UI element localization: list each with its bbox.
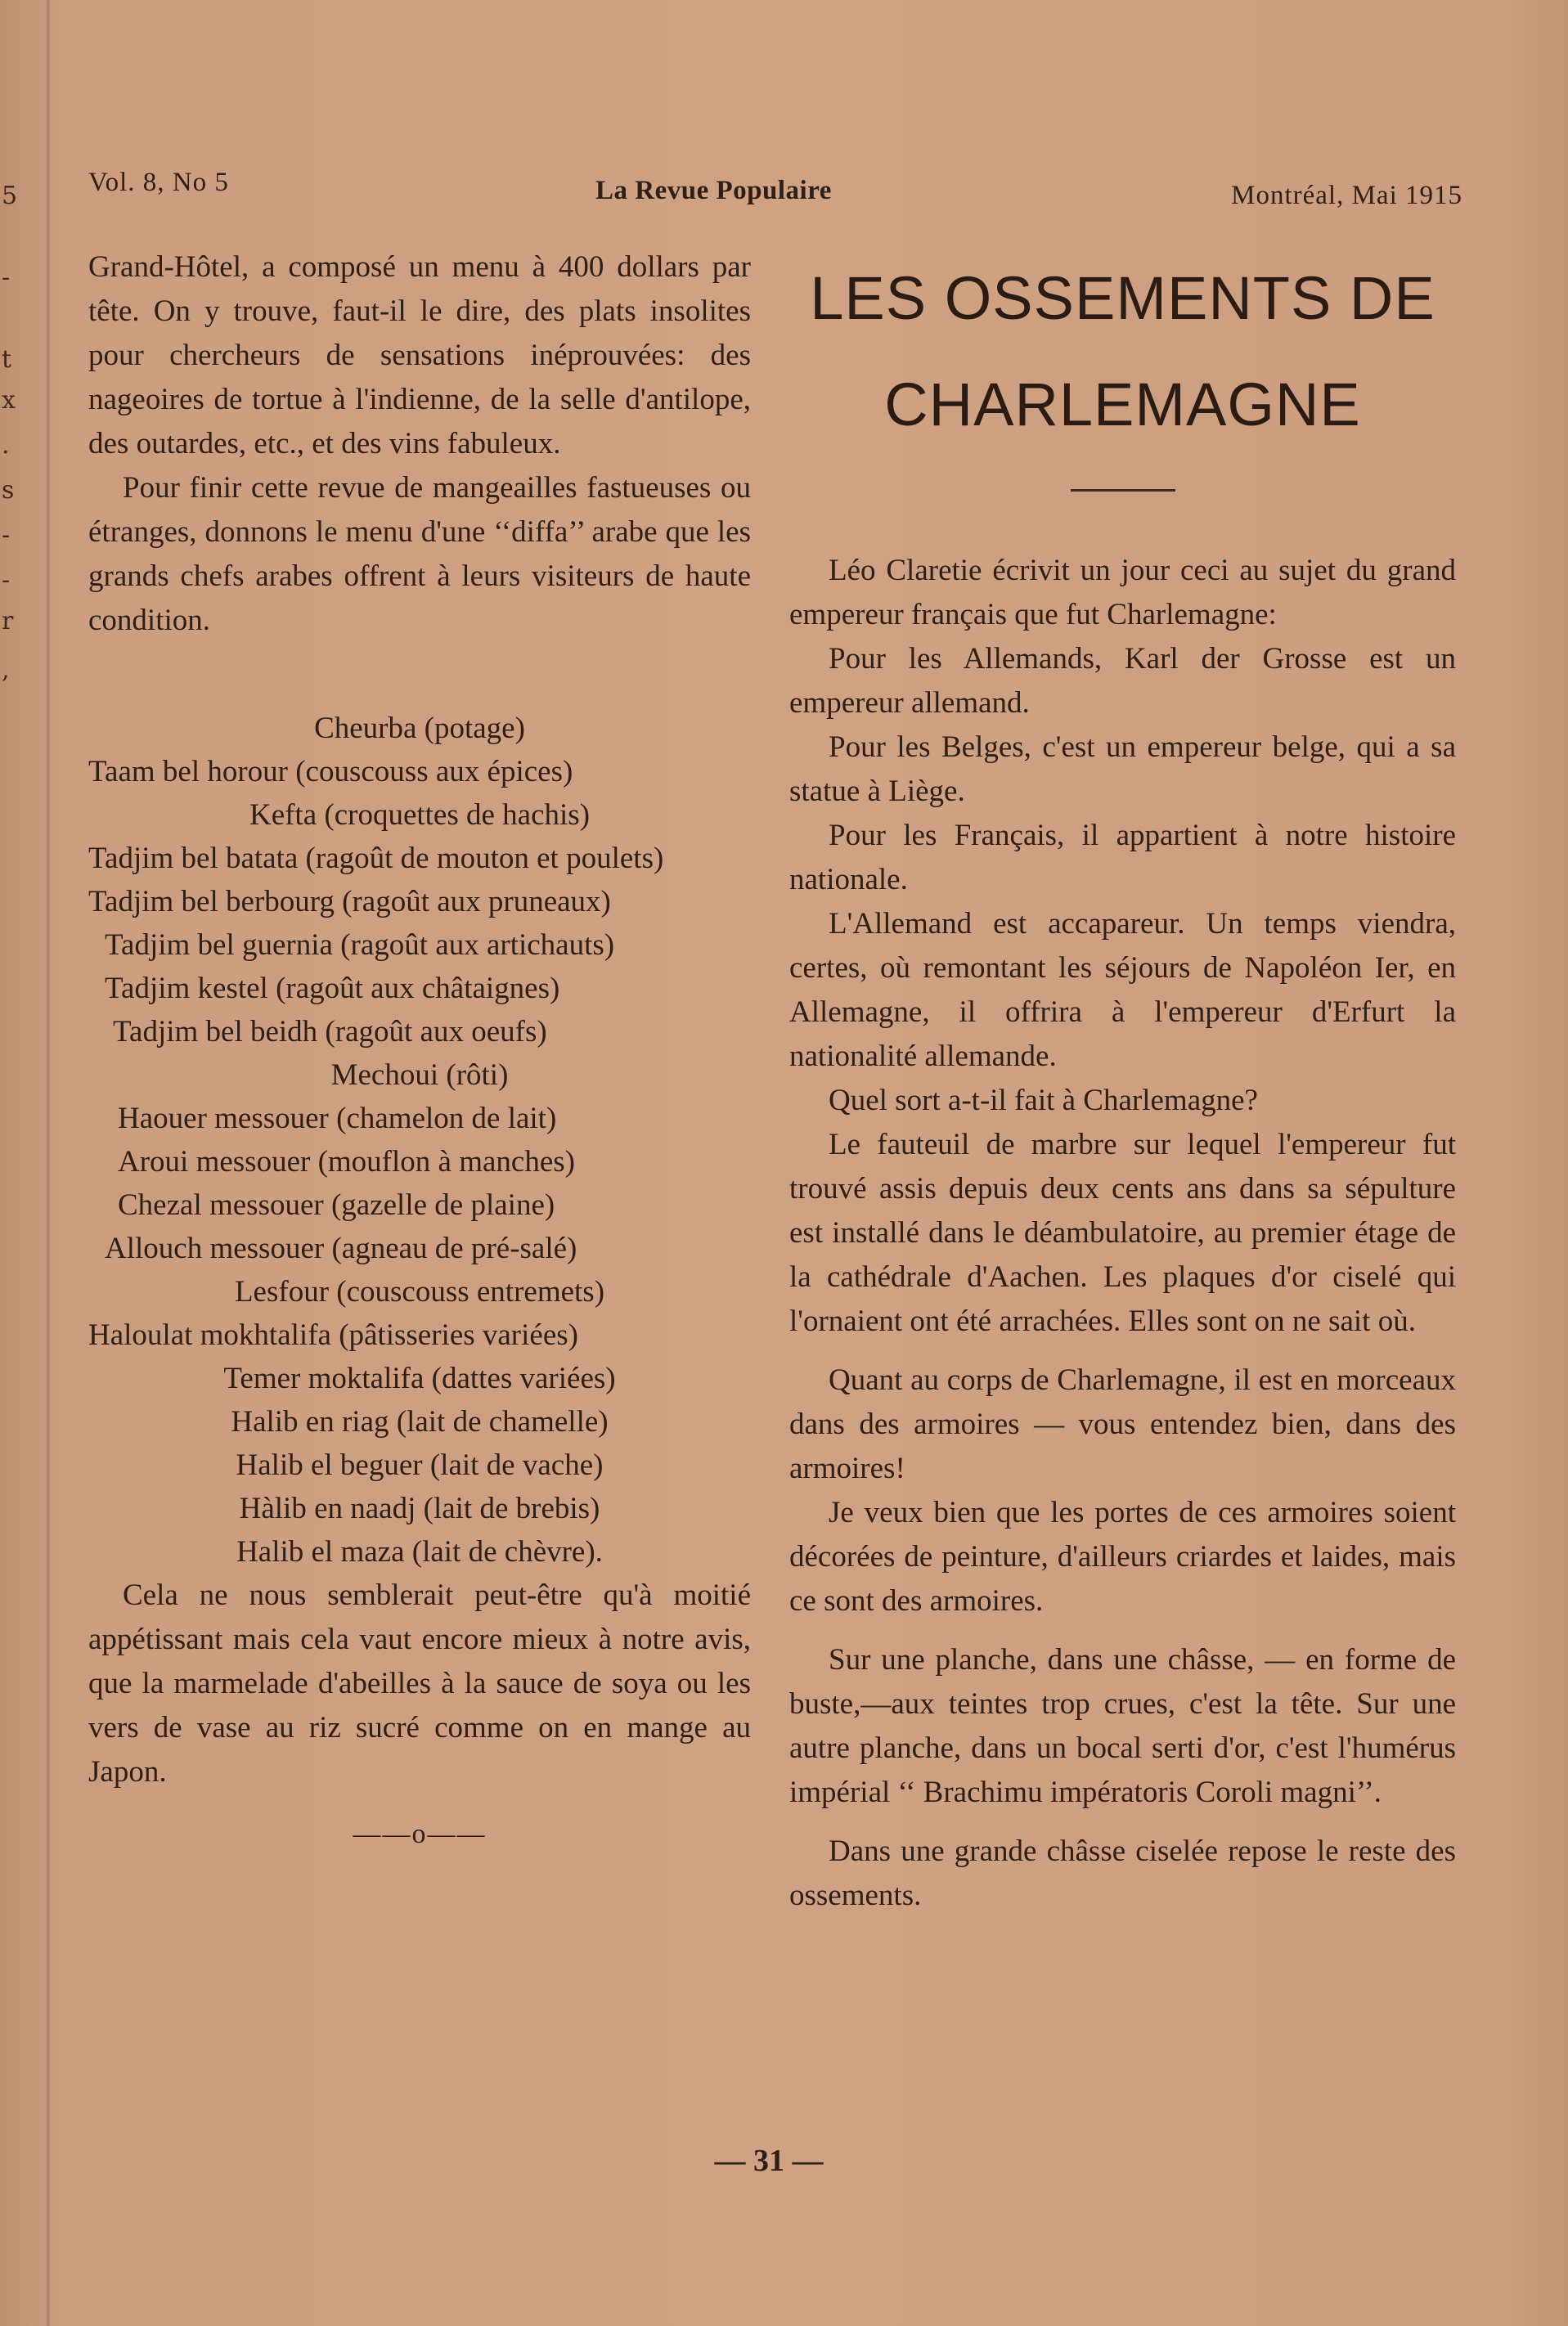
menu-item: Cheurba (potage): [314, 712, 525, 745]
menu-item: Tadjim kestel (ragoût aux châtaignes): [105, 972, 560, 1005]
menu-item: Hàlib en naadj (lait de brebis): [239, 1492, 600, 1525]
margin-mark: 5: [2, 182, 18, 210]
menu-item: Tadjim bel batata (ragoût de mouton et poulets): [88, 842, 664, 875]
menu-item: Tadjim bel guernia (ragoût aux artichauts): [105, 928, 615, 962]
margin-mark: t: [2, 345, 12, 374]
title-rule: [1071, 489, 1175, 492]
article-paragraph: Pour les Allemands, Karl der Grosse est un empereur allemand.: [789, 642, 1456, 720]
menu-item: Lesfour (couscouss entremets): [234, 1275, 605, 1309]
menu-item: Tadjim bel beidh (ragoût aux oeufs): [113, 1015, 547, 1048]
volume-number: Vol. 8, No 5: [88, 168, 229, 197]
article-paragraph: Le fauteuil de marbre sur lequel l'empereur fut trouvé assis depuis deux cents ans dans sa sépulture est installé dans le déambulatoire, au premier étage de la cathédrale d'Aachen. Les plaques d'or ciselé qui l'ornaient ont été arrachées. Elles sont on ne sait où.: [789, 1128, 1456, 1338]
menu-item: Halib en riag (lait de chamelle): [231, 1405, 609, 1439]
article-paragraph: Léo Claretie écrivit un jour ceci au sujet du grand empereur français que fut Charlemagne:: [789, 554, 1456, 631]
margin-mark: -: [2, 566, 11, 595]
page-number: — 31 —: [714, 2144, 824, 2178]
article-paragraph: Quant au corps de Charlemagne, il est en morceaux dans des armoires — vous entendez bien, dans des armoires!: [789, 1363, 1456, 1485]
menu-item: Halib el beguer (lait de vache): [236, 1448, 604, 1482]
article-paragraph: Pour les Belges, c'est un empereur belge, qui a sa statue à Liège.: [789, 730, 1456, 808]
menu-item: Haloulat mokhtalifa (pâtisseries variées): [88, 1318, 578, 1352]
menu-item: Temer moktalifa (dattes variées): [223, 1362, 616, 1395]
menu-item: Halib el maza (lait de chèvre).: [236, 1535, 603, 1569]
menu-item: Haouer messouer (chamelon de lait): [118, 1102, 557, 1135]
menu-item: Tadjim bel berbourg (ragoût aux pruneaux): [88, 885, 611, 918]
margin-mark: r: [2, 607, 14, 635]
binding-shadow: [46, 0, 51, 2326]
menu-intro-paragraph: Pour finir cette revue de mangeailles fastueuses ou étranges, donnons le menu d'une ‘‘diffa’’ arabe que les grands chefs arabes offrent à leurs visiteurs de haute condition.: [88, 471, 751, 637]
margin-mark: s: [2, 476, 15, 505]
menu-item: Mechoui (rôti): [330, 1058, 509, 1092]
menu-item: Chezal messouer (gazelle de plaine): [118, 1188, 555, 1222]
issue-date: Montréal, Mai 1915: [1231, 181, 1462, 210]
right-column: [789, 245, 1456, 1918]
menu-item: Allouch messouer (agneau de pré-salé): [105, 1232, 577, 1265]
article-title-line-2: CHARLEMAGNE: [884, 370, 1361, 438]
article-paragraph: Pour les Français, il appartient à notre histoire nationale.: [789, 819, 1456, 896]
article-paragraph: Dans une grande châsse ciselée repose le reste des ossements.: [789, 1834, 1456, 1912]
article-paragraph: L'Allemand est accapareur. Un temps viendra, certes, où remontant les séjours de Napoléon Ier, en Allemagne, il offrira à l'empereur d'Erfurt la nationalité allemande.: [789, 907, 1456, 1073]
left-column: [88, 245, 751, 1857]
article-paragraph: Quel sort a-t-il fait à Charlemagne?: [829, 1084, 1258, 1117]
margin-mark: -: [2, 263, 11, 292]
article-title-line-1: LES OSSEMENTS DE: [810, 264, 1435, 332]
article-paragraph: Je veux bien que les portes de ces armoires soient décorées de peinture, d'ailleurs criardes et laides, mais ce sont des armoires.: [789, 1496, 1456, 1618]
article-title: [789, 245, 1456, 458]
closing-paragraph: Cela ne nous semblerait peut-être qu'à moitié appétissant mais cela vaut encore mieux à notre avis, que la marmelade d'abeilles à la sauce de soya ou les vers de vase au riz sucré comme on en mange au Japon.: [88, 1578, 751, 1789]
margin-mark: -: [2, 521, 11, 550]
intro-paragraph: Grand-Hôtel, a composé un menu à 400 dollars par tête. On y trouve, faut-il le dire, des plats insolites pour chercheurs de sensations inéprouvées: des nageoires de tortue à l'indienne, de la selle d'antilope, des outardes, etc., et des vins fabuleux.: [88, 250, 751, 460]
margin-mark: .: [2, 431, 10, 460]
publication-title: La Revue Populaire: [595, 176, 832, 205]
margin-mark: x: [2, 386, 16, 415]
menu-item: Aroui messouer (mouflon à manches): [118, 1145, 575, 1179]
diffa-menu: [88, 707, 751, 1574]
running-header: [88, 168, 1462, 217]
menu-item: Taam bel horour (couscouss aux épices): [88, 755, 573, 788]
menu-item: Kefta (croquettes de hachis): [249, 798, 591, 832]
margin-mark: ,: [2, 656, 10, 685]
article-paragraph: Sur une planche, dans une châsse, — en forme de buste,—aux teintes trop crues, c'est la tête. Sur une autre planche, dans un bocal serti d'or, c'est l'humérus impérial ‘‘ Brachimu impératoris Coroli magni’’.: [789, 1643, 1456, 1809]
section-separator: ——o——: [353, 1819, 487, 1849]
